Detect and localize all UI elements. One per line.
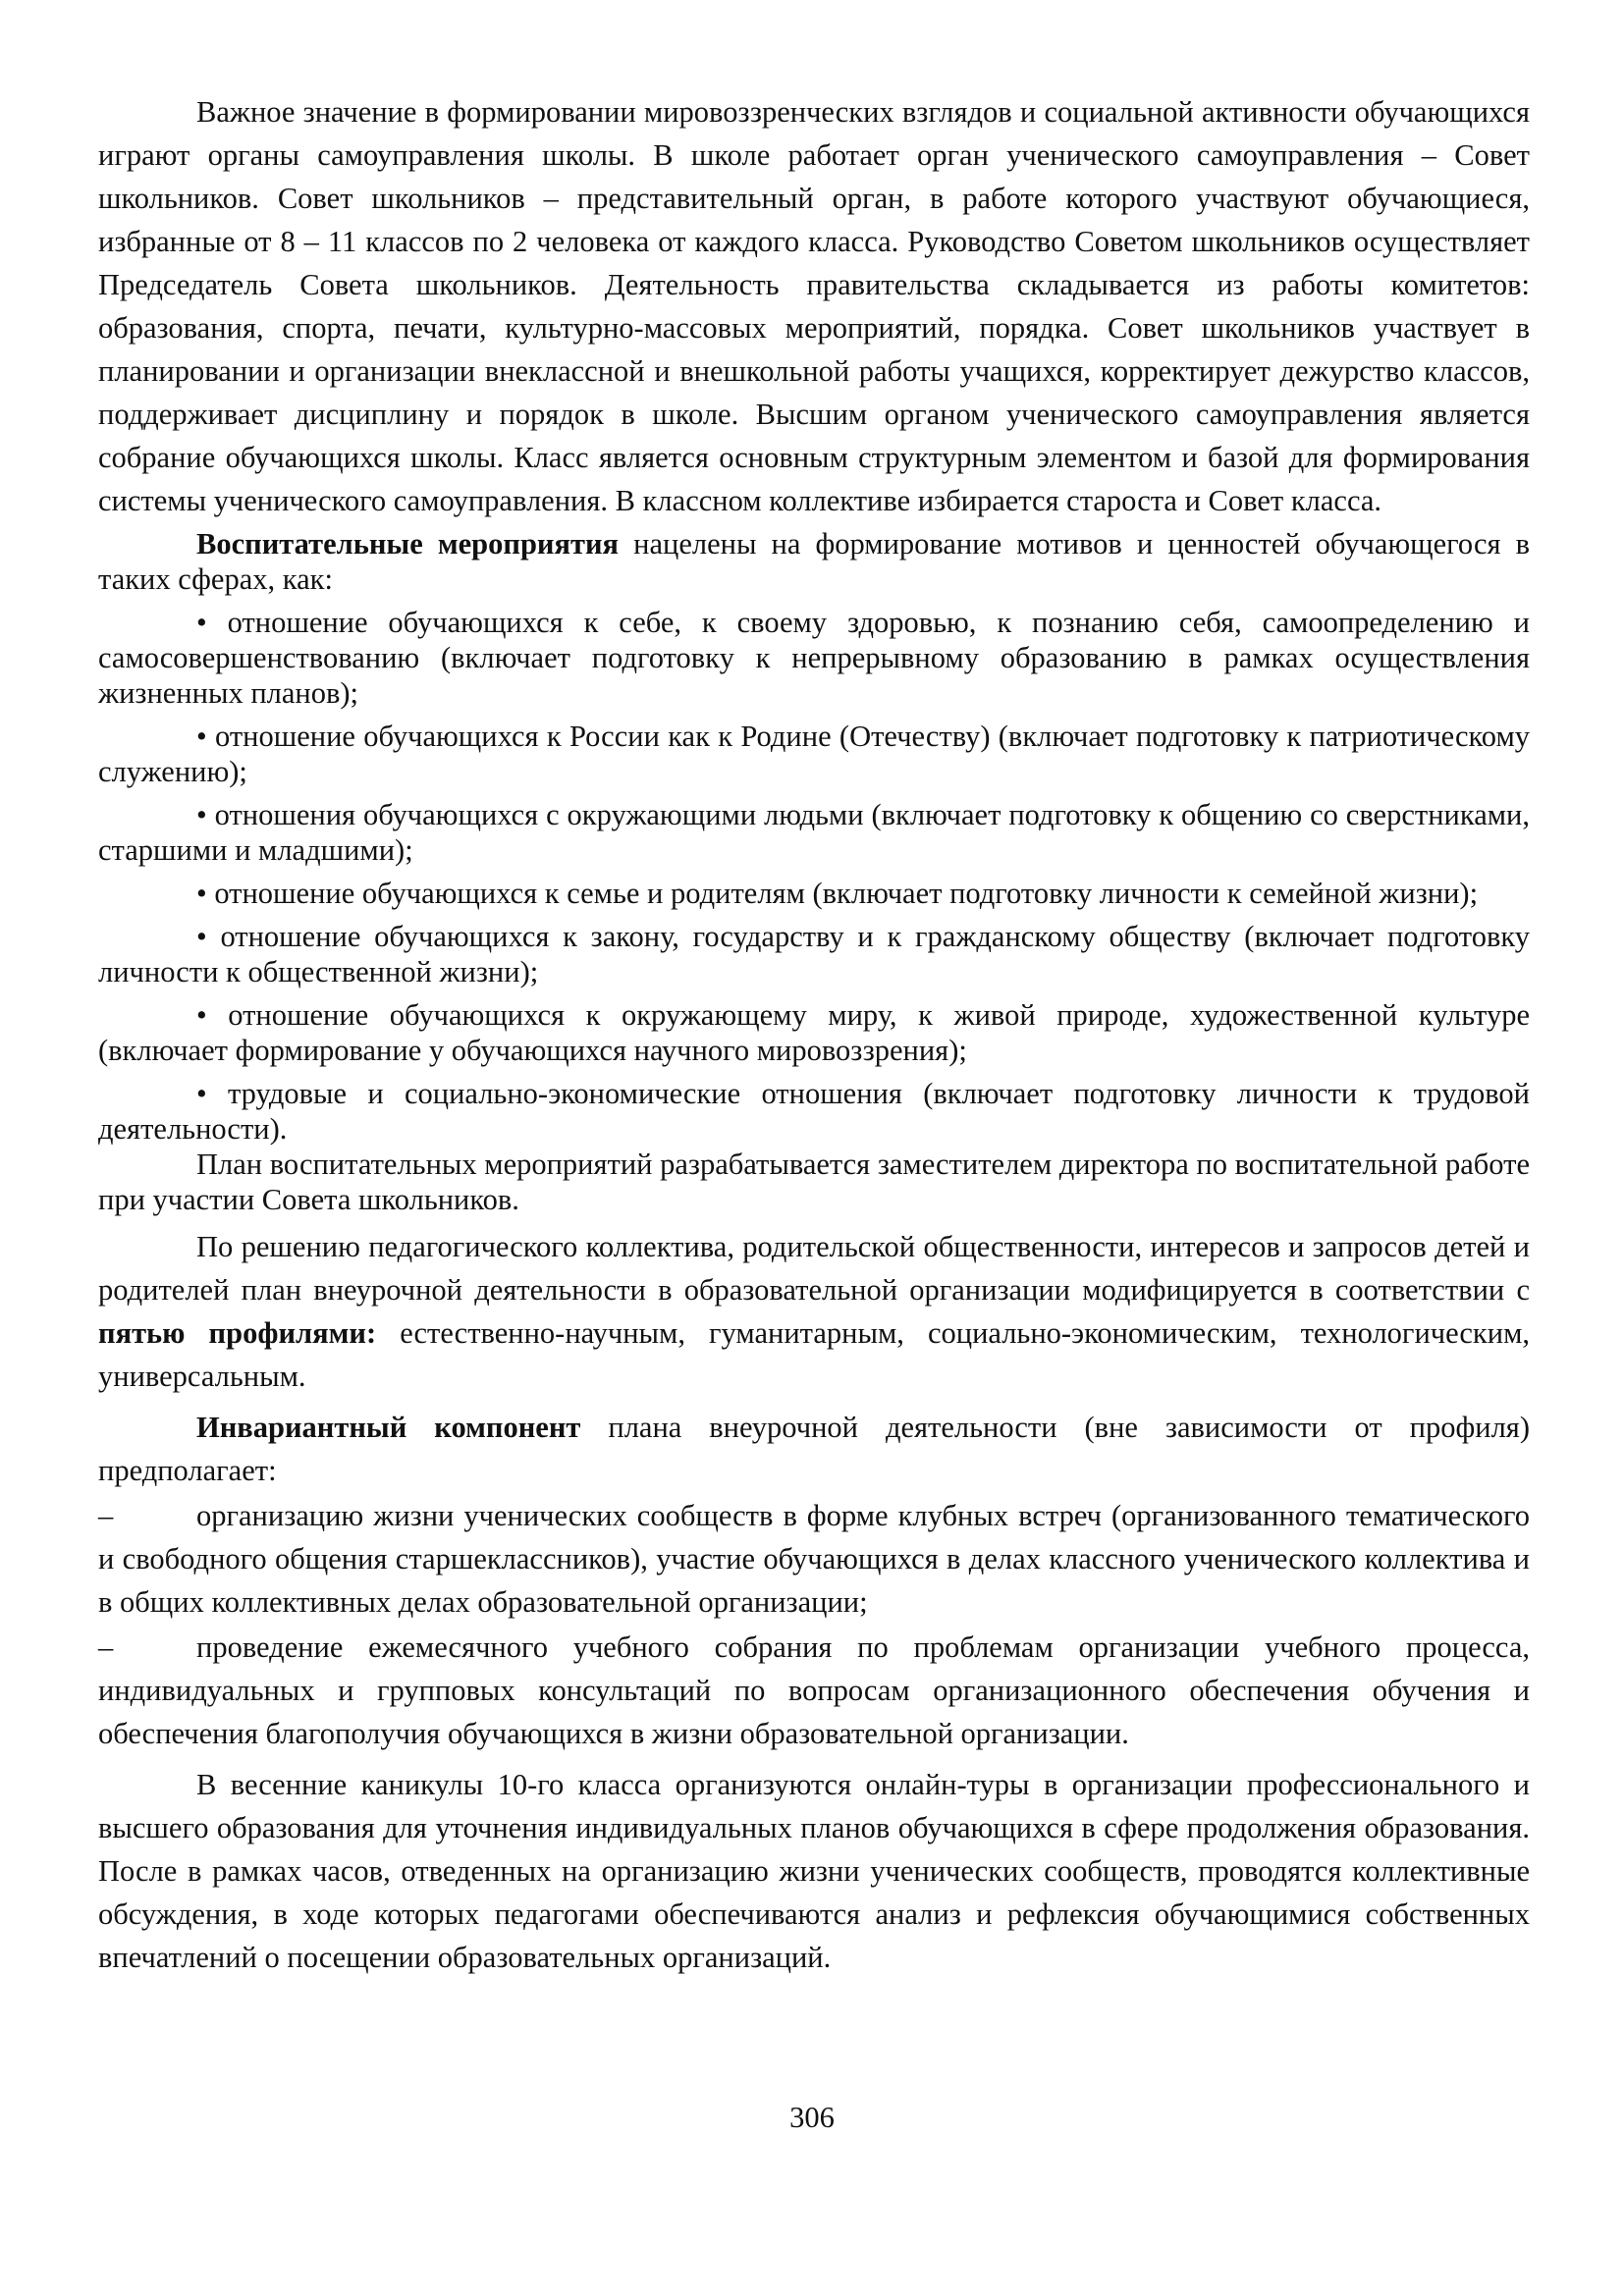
bullet-icon: • [196,998,207,1032]
bullet-text: отношения обучающихся с окружающими людьми (включает подготовку к общению со сверстниками, старшими и младшими); [98,798,1531,867]
bullet-item [98,797,1530,868]
bold-term-educational-activities: Воспитательные мероприятия [196,527,620,561]
bullet-text: трудовые и социально-экономические отношения (включает подготовку личности к трудовой деятельности). [98,1077,1530,1146]
bullet-text: отношение обучающихся к России как к Родине (Отечеству) (включает подготовку к патриотическому служению); [98,720,1531,788]
dash-text: организацию жизни ученических сообществ в форме клубных встреч (организованного тематического и свободного общения старшеклассников), участие обучающихся в делах классного ученического коллектива и в общих коллективных делах образовательной организации; [98,1499,1530,1619]
bullet-icon: • [196,1077,207,1110]
bullet-icon: • [196,606,207,639]
bullet-icon: • [196,920,207,953]
bullet-icon: • [196,877,207,910]
bold-term-five-profiles: пятью профилями: [98,1316,377,1350]
text-invariant-component-rest: плана внеурочной деятельности (вне зависимости от профиля) предполагает: [98,1411,1530,1487]
dash-item [98,1626,1530,1755]
bullet-text: отношение обучающихся к окружающему миру, к живой природе, художественной культуре (включает формирование у обучающихся научного мировоззрения); [98,998,1531,1067]
document-page [98,90,1530,1979]
paragraph-educational-activities-intro [98,526,1530,597]
paragraph-activity-plan: План воспитательных мероприятий разрабатывается заместителем директора по воспитательной работе при участии Совета школьников. [98,1148,1530,1216]
paragraph-profiles [98,1225,1530,1398]
text-profiles-end: естественно-научным, гуманитарным, социально-экономическим, технологическим, универсальным. [98,1316,1531,1393]
bullet-item [98,919,1530,989]
bullet-text: отношение обучающихся к закону, государству и к гражданскому обществу (включает подготовку личности к общественной жизни); [98,920,1531,988]
paragraph-self-government: Важное значение в формировании мировоззренческих взглядов и социальной активности обучающихся играют органы самоуправления школы. В школе работает орган ученического самоуправления – Совет школьников. Совет школьников – представительный орган, в работе которого участвуют обучающиеся, избранные от 8 – 11 классов по 2 человека от каждого класса. Руководство Советом школьников осуществляет Председатель Совета школьников. Деятельность правительства складывается из работы комитетов: образования, спорта, печати, культурно-массовых мероприятий, порядка. Совет школьников участвует в планировании и организации внеклассной и внешкольной работы учащихся, корректирует дежурство классов, поддерживает дисциплину и порядок в школе. Высшим органом ученического самоуправления является собрание обучающихся школы. Класс является основным структурным элементом и базой для формирования системы ученического самоуправления. В классном коллективе избирается староста и Совет класса. [98,95,1530,517]
paragraph-invariant-component [98,1406,1530,1492]
dash-icon: – [98,1499,114,1532]
bullet-item [98,719,1530,789]
dash-text: проведение ежемесячного учебного собрания по проблемам организации учебного процесса, индивидуальных и групповых консультаций по вопросам организационного обеспечения обучения и обеспечения благополучия обучающихся в жизни образовательной организации. [98,1630,1530,1750]
text-educational-activities-rest: нацелены на формирование мотивов и ценностей обучающегося в таких сферах, как: [98,527,1530,596]
text-profiles-start: По решению педагогического коллектива, родительской общественности, интересов и запросов детей и родителей план внеурочной деятельности в образовательной организации модифицируется в соответствии с [98,1230,1530,1307]
paragraph-spring-tours: В весенние каникулы 10-го класса организуются онлайн-туры в организации профессионального и высшего образования для уточнения индивидуальных планов обучающихся в сфере продолжения образования. После в рамках часов, отведенных на организацию жизни ученических сообществ, проводятся коллективные обсуждения, в ходе которых педагогами обеспечиваются анализ и рефлексия обучающимися собственных впечатлений о посещении образовательных организаций. [98,1768,1530,1974]
bullet-text: отношение обучающихся к семье и родителям (включает подготовку личности к семейной жизни); [214,877,1479,910]
bullet-item [98,1076,1530,1147]
bullet-text: отношение обучающихся к себе, к своему здоровью, к познанию себя, самоопределению и самосовершенствованию (включает подготовку к непрерывному образованию в рамках осуществления жизненных планов); [98,606,1530,710]
dash-icon: – [98,1630,114,1664]
bullet-icon: • [196,720,207,753]
dash-item [98,1494,1530,1624]
bold-term-invariant-component: Инвариантный компонент [196,1411,581,1444]
bullet-item [98,605,1530,711]
bullet-item [98,997,1530,1068]
bullet-item [98,876,1530,911]
bullet-icon: • [196,798,207,831]
page-number: 306 [789,2101,835,2134]
